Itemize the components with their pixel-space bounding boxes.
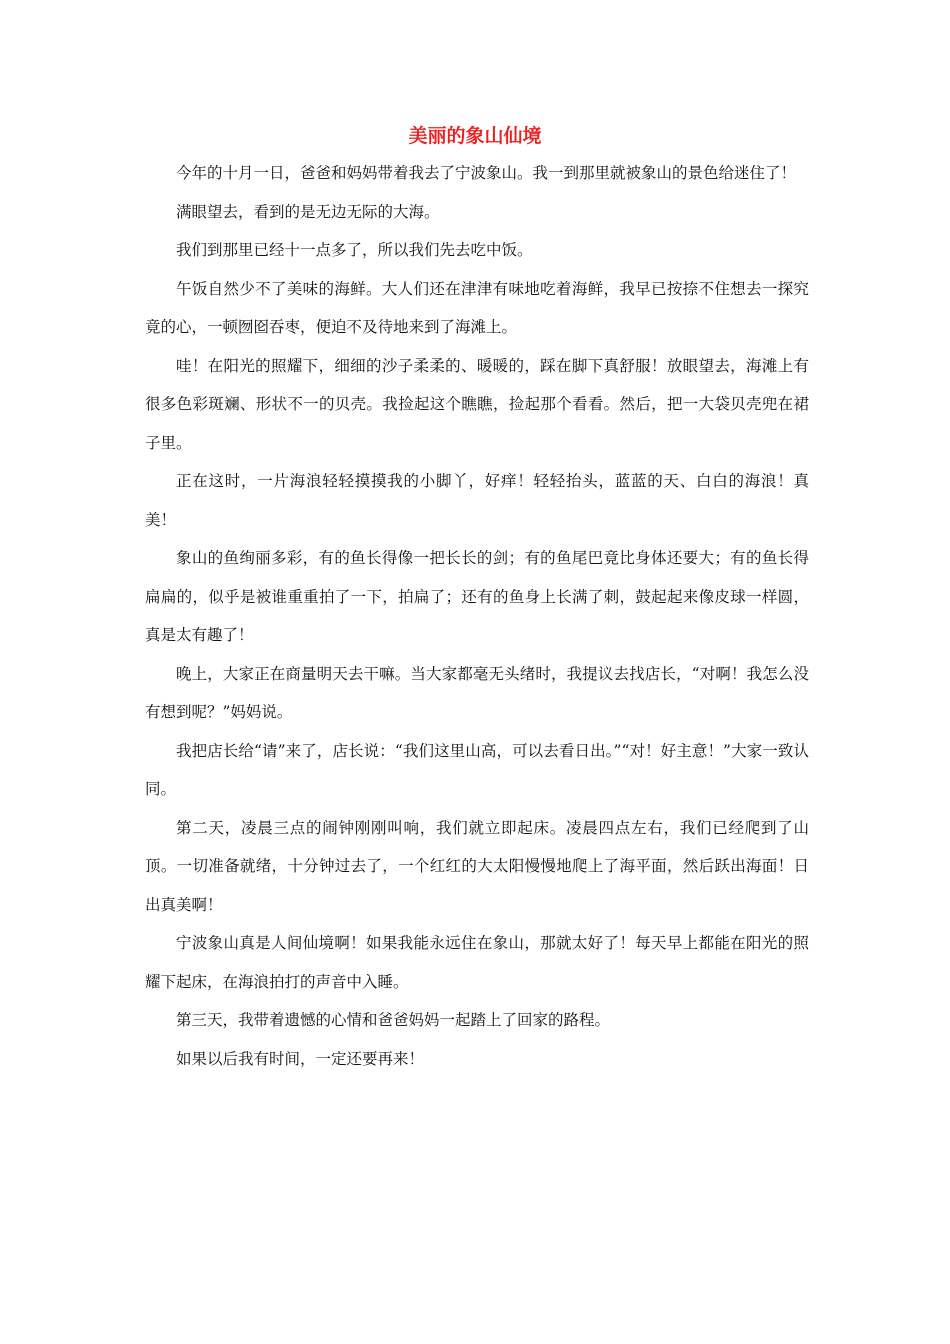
paragraph: 晚上，大家正在商量明天去干嘛。当大家都毫无头绪时，我提议去找店长，“对啊！我怎么没有想到呢？”妈妈说。 — [145, 664, 809, 721]
paragraph: 我们到那里已经十一点多了，所以我们先去吃中饭。 — [176, 241, 533, 259]
paragraph: 象山的鱼绚丽多彩，有的鱼长得像一把长长的剑；有的鱼尾巴竟比身体还要大；有的鱼长得扁扁的，似乎是被谁重重拍了一下，拍扁了；还有的鱼身上长满了刺，鼓起起来像皮球一样圆，真是太有趣了！ — [145, 549, 809, 644]
paragraph: 第二天，凌晨三点的闹钟刚刚叫响，我们就立即起床。凌晨四点左右，我们已经爬到了山顶。一切准备就绪，十分钟过去了，一个红红的大太阳慢慢地爬上了海平面，然后跃出海面！日出真美啊！ — [145, 818, 809, 914]
paragraph: 我把店长给“请”来了，店长说：“我们这里山高，可以去看日出。”“对！好主意！”大家一致认同。 — [145, 741, 809, 798]
paragraph: 如果以后我有时间，一定还要再来！ — [176, 1049, 425, 1068]
paragraph: 宁波象山真是人间仙境啊！如果我能永远住在象山，那就太好了！每天早上都能在阳光的照耀下起床，在海浪拍打的声音中入睡。 — [145, 934, 809, 991]
paragraph: 正在这时，一片海浪轻轻摸摸我的小脚丫，好痒！轻轻抬头，蓝蓝的天、白白的海浪！真美！ — [145, 472, 809, 529]
paragraph: 哇！在阳光的照耀下，细细的沙子柔柔的、暖暖的，踩在脚下真舒服！放眼望去，海滩上有很多色彩斑斓、形状不一的贝壳。我捡起这个瞧瞧，捡起那个看看。然后，把一大袋贝壳兜在裙子里。 — [145, 356, 809, 452]
document-body — [145, 154, 809, 1078]
paragraph: 午饭自然少不了美味的海鲜。大人们还在津津有味地吃着海鲜，我早已按捺不住想去一探究竟的心，一顿囫囵吞枣，便迫不及待地来到了海滩上。 — [145, 279, 809, 336]
paragraph: 满眼望去，看到的是无边无际的大海。 — [176, 202, 440, 221]
paragraph: 今年的十月一日，爸爸和妈妈带着我去了宁波象山。我一到那里就被象山的景色给迷住了！ — [176, 164, 797, 182]
document-title: 美丽的象山仙境 — [408, 125, 542, 147]
paragraph: 第三天，我带着遗憾的心情和爸爸妈妈一起踏上了回家的路程。 — [176, 1011, 611, 1029]
